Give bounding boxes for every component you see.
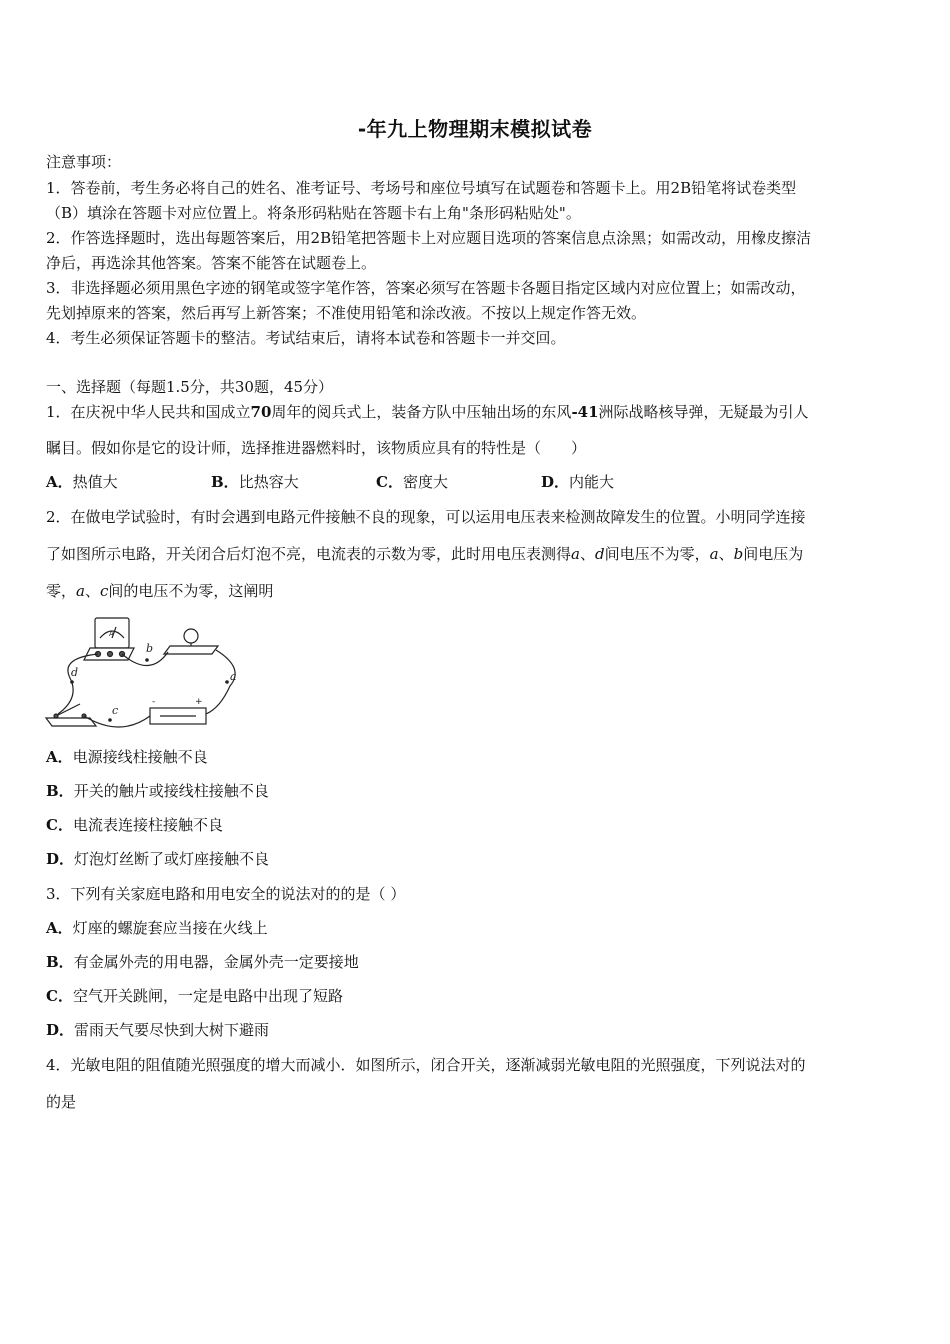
option-c <box>376 472 541 492</box>
option-letter: C． <box>376 473 403 491</box>
q2-text: 了如图所示电路，开关闭合后灯泡不亮，电流表的示数为零，此时用电压表测得 <box>46 545 572 563</box>
option-letter: C． <box>46 816 73 834</box>
label-d: d <box>71 666 79 679</box>
section-heading: 一、选择题（每题1.5分，共30题，45分） <box>46 378 334 396</box>
option-letter: B． <box>46 953 74 971</box>
q1-text: 洲际战略核导弹，无疑最为引人 <box>598 403 809 421</box>
question-3-stem: 3．下列有关家庭电路和用电安全的说法对的的是（ ） <box>46 885 406 903</box>
q1-text: 周年的阅兵式上，装备方队中压轴出场的东风 <box>271 403 572 421</box>
question-4-stem-line1: 4．光敏电阻的阻值随光照强度的增大而减小．如图所示，闭合开关，逐渐减弱光敏电阻的光照强度，下列说法对的 <box>46 1056 806 1074</box>
option-text: 开关的触片或接线柱接触不良 <box>73 782 269 800</box>
option-text: 有金属外壳的用电器，金属外壳一定要接地 <box>73 953 359 971</box>
q1-model: -41 <box>571 403 599 421</box>
q1-number: 70 <box>250 403 272 421</box>
option-letter: B． <box>46 782 74 800</box>
option-letter: A． <box>46 748 73 766</box>
label-b: b <box>146 642 154 655</box>
bulb-holder <box>164 646 218 654</box>
option-letter: B． <box>211 473 239 491</box>
point-a: a <box>709 545 719 563</box>
option-text: 比热容大 <box>238 473 299 491</box>
point-a: a <box>76 582 85 600</box>
option-text: 空气开关跳闸，一定是电路中出现了短路 <box>72 987 343 1005</box>
q1-text: 1．在庆祝中华人民共和国成立 <box>46 403 251 421</box>
q2-option-b <box>46 781 910 801</box>
notice-line: 先划掉原来的答案，然后再写上新答案；不准使用铅笔和涂改液。不按以上规定作答无效。 <box>46 304 647 322</box>
circuit-diagram <box>40 608 250 738</box>
ammeter-label: A <box>109 630 114 638</box>
question-1-stem-line1 <box>46 402 910 422</box>
q3-option-c <box>46 986 910 1006</box>
option-letter: A． <box>46 919 73 937</box>
notice-heading: 注意事项： <box>46 153 122 171</box>
option-letter: D． <box>46 850 75 868</box>
q2-text: 、 <box>718 545 734 563</box>
option-d <box>541 472 614 492</box>
question-1-options <box>46 472 614 492</box>
option-letter: A． <box>46 473 73 491</box>
notice-line: （B）填涂在答题卡对应位置上。将条形码粘贴在答题卡右上角"条形码粘贴处"。 <box>46 204 581 222</box>
option-text: 密度大 <box>402 473 448 491</box>
option-text: 灯座的螺旋套应当接在火线上 <box>72 919 268 937</box>
q2-text: 、 <box>84 582 100 600</box>
option-a <box>46 472 211 492</box>
option-text: 雷雨天气要尽快到大树下避雨 <box>74 1021 270 1039</box>
label-a: a <box>230 670 237 683</box>
option-text: 内能大 <box>569 473 615 491</box>
notice-line: 净后，再选涂其他答案。答案不能答在试题卷上。 <box>46 254 377 272</box>
q3-option-a <box>46 918 910 938</box>
question-2-stem-line2 <box>46 544 910 564</box>
q2-text: 、 <box>579 545 595 563</box>
notice-line: 3．非选择题必须用黑色字迹的钢笔或签字笔作答，答案必须写在答题卡各题目指定区域内对应位置上；如需改动， <box>46 279 806 297</box>
option-b <box>211 472 376 492</box>
option-letter: D． <box>541 473 570 491</box>
question-4-stem-line2: 的是 <box>46 1093 77 1111</box>
q2-option-a <box>46 747 910 767</box>
option-letter: C． <box>46 987 73 1005</box>
q3-option-d <box>46 1020 910 1040</box>
point-b: b <box>733 545 744 563</box>
question-2-stem-line1: 2．在做电学试验时，有时会遇到电路元件接触不良的现象，可以运用电压表来检测故障发生的位置。小明同学连接 <box>46 508 806 526</box>
question-1-stem-line2: 瞩目。假如你是它的设计师，选择推进器燃料时，该物质应具有的特性是（ ） <box>46 439 587 457</box>
notice-line: 4．考生必须保证答题卡的整洁。考试结束后，请将本试卷和答题卡一并交回。 <box>46 329 566 347</box>
q2-text: 间电压不为零， <box>604 545 710 563</box>
q3-option-b <box>46 952 910 972</box>
page-title: -年九上物理期末模拟试卷 <box>357 117 593 141</box>
q2-text: 间电压为 <box>743 545 804 563</box>
q2-option-d <box>46 849 910 869</box>
option-text: 灯泡灯丝断了或灯座接触不良 <box>74 850 270 868</box>
option-letter: D． <box>46 1021 75 1039</box>
option-text: 电源接线柱接触不良 <box>72 748 208 766</box>
point-a: a <box>571 545 580 563</box>
notice-line: 1．答卷前，考生务必将自己的姓名、准考证号、考场号和座位号填写在试题卷和答题卡上。用2B铅笔将试卷类型 <box>46 179 797 197</box>
bulb <box>184 629 198 643</box>
q2-option-c <box>46 815 910 835</box>
point-d: d <box>594 545 605 563</box>
label-minus: - <box>152 697 156 707</box>
label-plus: + <box>195 697 203 707</box>
point-c: c <box>99 582 109 600</box>
option-text: 热值大 <box>72 473 118 491</box>
question-2-stem-line3 <box>46 581 910 601</box>
q2-text: 间的电压不为零，这阐明 <box>108 582 274 600</box>
notice-line: 2．作答选择题时，选出每题答案后，用2B铅笔把答题卡上对应题目选项的答案信息点涂黑；如需改动，用橡皮擦洁 <box>46 229 812 247</box>
label-c: c <box>112 704 119 717</box>
q2-text: 零， <box>46 582 77 600</box>
option-text: 电流表连接柱接触不良 <box>72 816 223 834</box>
